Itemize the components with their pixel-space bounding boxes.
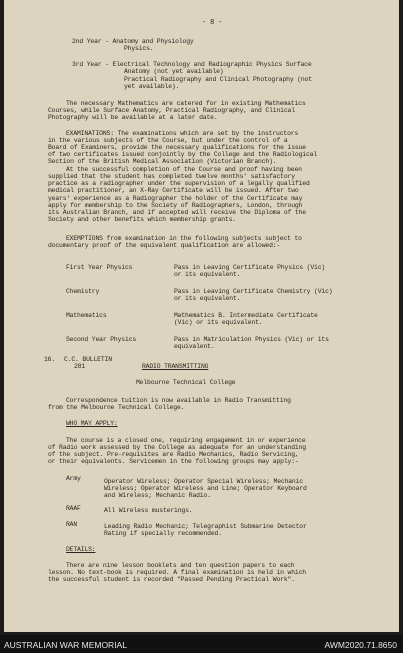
exemption-requirement: equivalent.	[174, 343, 215, 350]
text-line: The necessary Mathematics are catered for in existing Mathematics	[66, 100, 306, 107]
text-line: apply for membership to the Society of Radiographers, London, through	[48, 202, 303, 209]
text-line: supplied that the student has completed twelve months' satisfactory	[48, 173, 295, 180]
text-line: EXEMPTIONS from examination in the following subjects subject to	[66, 235, 302, 242]
footer-institution: AUSTRALIAN WAR MEMORIAL	[4, 640, 127, 650]
text-line: yet available).	[124, 83, 180, 90]
bulletin-number: 16.	[44, 356, 56, 363]
exemption-subject: Mathematics	[66, 312, 107, 319]
exemption-requirement: or its equivalent.	[174, 295, 241, 302]
group-line: Rating if specially recommended.	[104, 530, 222, 537]
text-line: medical practitioner, an X-Ray Certificate will be issued. After two	[48, 187, 299, 194]
bulletin-title: C.C. BULLETIN	[64, 356, 112, 363]
archive-footer	[0, 635, 403, 653]
document-page	[4, 0, 399, 632]
text-line: Photography will be available at a later date.	[48, 114, 218, 121]
bulletin-no: 281	[74, 363, 86, 370]
text-line: years' experience as a Radiographer the holder of the Certificate may	[48, 195, 303, 202]
text-line: At the successful completion of the Course and proof having been	[66, 166, 302, 173]
text-line: There are nine lesson booklets and ten question papers to each	[66, 562, 295, 569]
college-name: Melbourne Technical College	[136, 379, 236, 386]
text-line: Practical Radiography and Clinical Photography (not	[124, 76, 312, 83]
section-heading: WHO MAY APPLY:	[66, 420, 118, 427]
text-line: of two certificates issued conjointly by the College and the Radiological	[48, 151, 318, 158]
service-label: Army	[66, 475, 81, 482]
text-line: Anatomy (not yet available)	[124, 68, 224, 75]
text-line: of Radio work assessed by the College as adequate for an understanding	[48, 444, 306, 451]
page-number: - 8 -	[202, 19, 223, 27]
text-line: or their equivalents. Servicemen in the following groups may apply:-	[48, 458, 299, 465]
text-line: Board of Examiners, provide the necessary qualifications for the issue	[48, 144, 306, 151]
text-line: from the Melbourne Technical College.	[48, 404, 185, 411]
text-line: Society and other benefits which membership grants.	[48, 216, 236, 223]
exemption-subject: Second Year Physics	[66, 336, 137, 343]
group-line: Leading Radio Mechanic; Telegraphist Submarine Detector	[104, 523, 307, 530]
service-label: RAAF	[66, 505, 81, 512]
text-line: of the subject. Pre-requisites are Radio Mechanics, Radio Servicing,	[48, 451, 299, 458]
service-label: RAN	[66, 521, 78, 528]
text-line: documentary proof of the equivalent qualification are allowed:-	[48, 242, 281, 249]
text-line: EXAMINATIONS: The examinations which are set by the instructors	[66, 130, 299, 137]
exemption-requirement: Mathematics B. Intermediate Certificate	[174, 312, 318, 319]
exemption-requirement: Pass in Leaving Certificate Physics (Vic)	[174, 264, 326, 271]
exemption-subject: Chemistry	[66, 288, 100, 295]
exemption-subject: First Year Physics	[66, 264, 133, 271]
section-heading: DETAILS:	[66, 546, 96, 553]
footer-accession-number: AWM2020.71.8650	[324, 640, 397, 650]
exemption-requirement: (Vic) or its equivalent.	[174, 319, 263, 326]
text-line: practice as a radiographer under the supervision of a legally qualified	[48, 180, 310, 187]
exemption-requirement: or its equivalent.	[174, 271, 241, 278]
text-line: its Australian Branch, and if accepted will receive the Diploma of the	[48, 209, 306, 216]
text-line: Section of the British Medical Association (Victorian Branch).	[48, 158, 277, 165]
group-line: All Wireless musterings.	[104, 507, 193, 514]
text-line: 2nd Year - Anatomy and Physiology	[72, 38, 194, 45]
text-line: the successful student is recorded "Passed Pending Practical Work".	[48, 576, 295, 583]
text-line: 3rd Year - Electrical Technology and Radiographic Physics Surface	[72, 61, 312, 68]
text-line: lesson. No text-book is required. A final examination is held in which	[48, 569, 306, 576]
text-line: in the various subjects of the Course, but under the control of a	[48, 137, 288, 144]
group-line: Operator Wireless; Operator Special Wireless; Mechanic	[104, 478, 303, 485]
text-line: Correspondence tuition is now available in Radio Transmitting	[66, 397, 291, 404]
group-line: and Wireless; Mechanic Radio.	[104, 492, 211, 499]
group-line: Wireless; Operator Wireless and Line; Operator Keyboard	[104, 485, 307, 492]
text-line: Courses, while Surface Anatomy, Practical Radiography, and Clinical	[48, 107, 295, 114]
text-line: Physics.	[124, 45, 154, 52]
exemption-requirement: Pass in Matriculation Physics (Vic) or its	[174, 336, 329, 343]
text-line: The course is a closed one, requiring engagement in or experience	[66, 437, 306, 444]
section-heading: RADIO TRANSMITTING	[142, 363, 209, 370]
exemption-requirement: Pass in Leaving Certificate Chemistry (Vic)	[174, 288, 333, 295]
